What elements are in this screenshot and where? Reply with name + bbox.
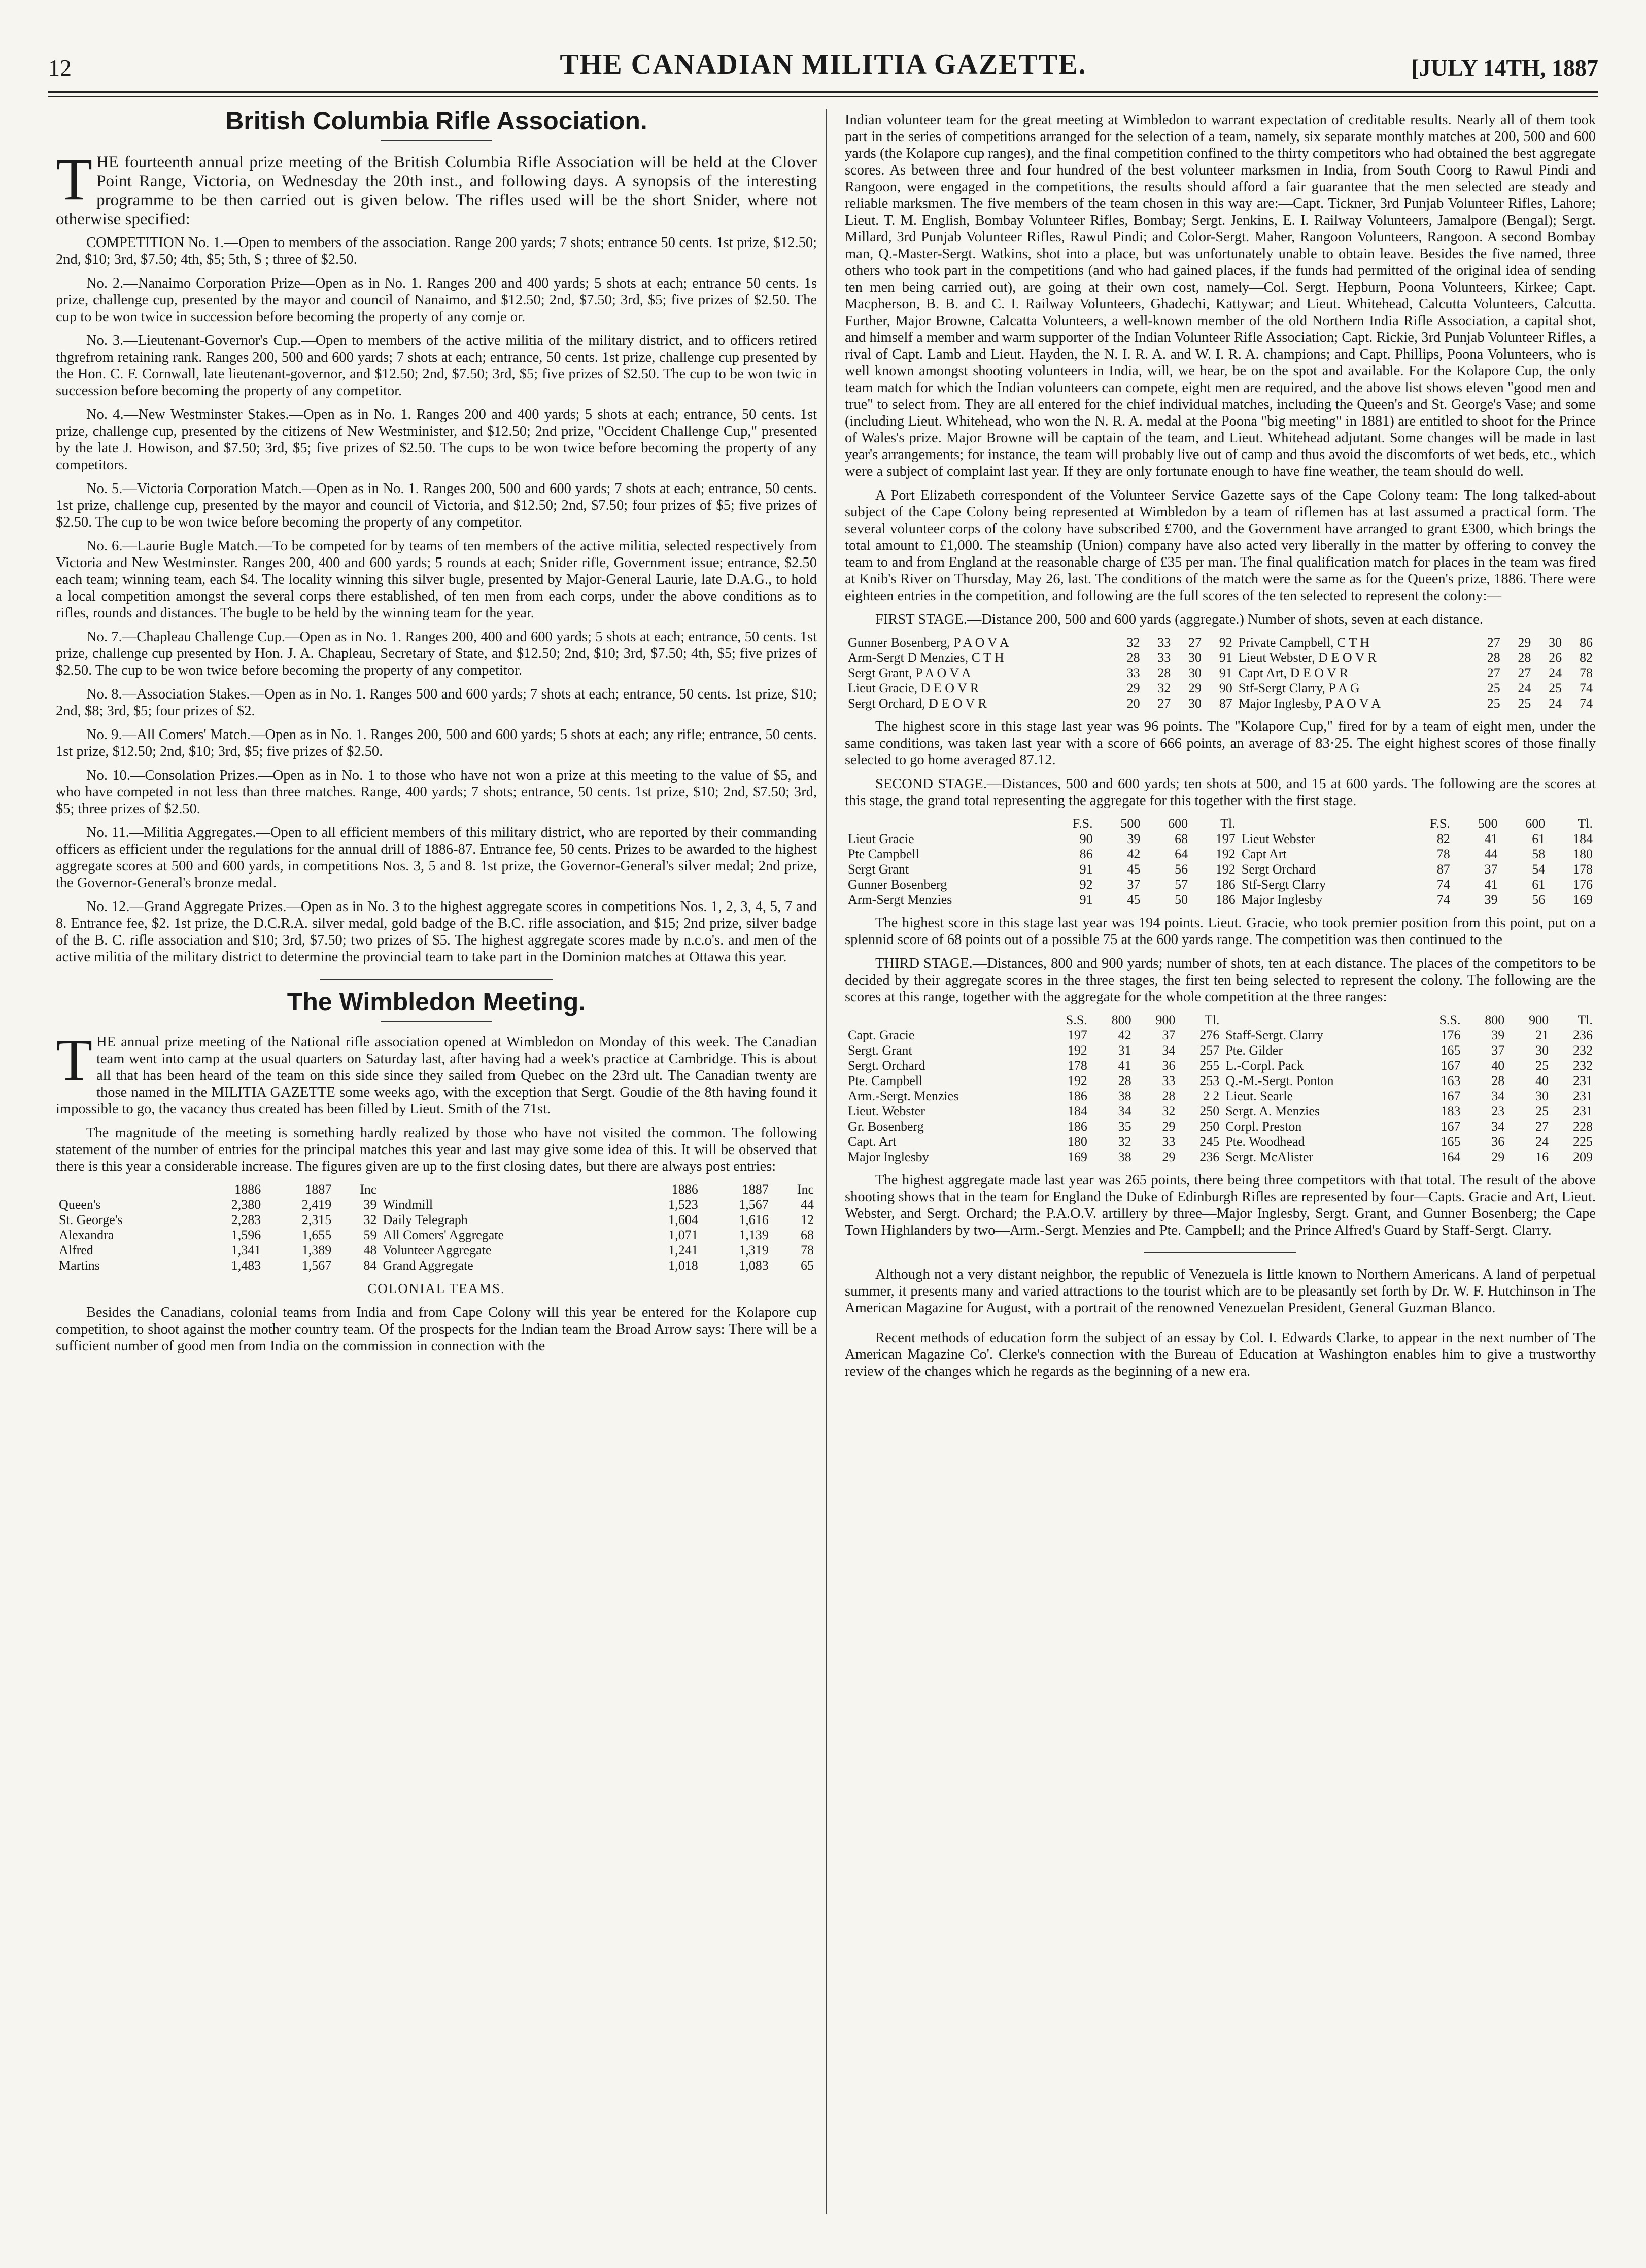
table-row: Capt. Gracie 197 42 37 276 Staff-Sergt. Clarry 176 39 21 236 xyxy=(848,1028,1593,1042)
table-row: Gunner Bosenberg 92 37 57 186 Stf-Sergt Clarry 74 41 61 176 xyxy=(848,877,1593,892)
table-row: Sergt Grant 91 45 56 192 Sergt Orchard 87 37 54 178 xyxy=(848,862,1593,877)
table-header-row: 1886 1887 Inc 1886 1887 Inc xyxy=(234,1182,814,1197)
stage1-table xyxy=(845,635,1596,711)
header-rule xyxy=(48,91,1598,93)
table-row: Gunner Bosenberg, P A O V A 32 33 27 92 Private Campbell, C T H 27 29 30 86 xyxy=(848,635,1593,650)
table-row: Arm.-Sergt. Menzies 186 38 28 2 2 Lieut. Searle 167 34 30 231 xyxy=(848,1089,1593,1103)
table-row: Sergt. Orchard 178 41 36 255 L.-Corpl. Pack 167 40 25 232 xyxy=(848,1058,1593,1073)
table-row: Sergt Grant, P A O V A 33 28 30 91 Capt Art, D E O V R 27 27 24 78 xyxy=(848,666,1593,680)
competition-item: No. 11.—Militia Aggregates.—Open to all efficient members of this military district, who are reported by their commanding officers as efficient under the regulations for the annual drill of 1886-87. Entrance fee, 50 cents. Prizes to be awarded to the highest aggregate scores at 500 and 600 yards, in competitions Nos. 3, 5 and 8. 1st prize, the Governor-General's silver medal; 2nd prize, the Governor-General's bronze medal. xyxy=(56,824,817,891)
table-row: Arm-Sergt D Menzies, C T H 28 33 30 91 Lieut Webster, D E O V R 28 28 26 82 xyxy=(848,650,1593,665)
entries-table xyxy=(56,1182,817,1273)
column-divider xyxy=(826,109,827,2214)
cape-colony-para: A Port Elizabeth correspondent of the Volunteer Service Gazette says of the Cape Colony team: The long talked-about subject of the Cape Colony being represented at Wimbledon by a team of riflemen has at last assumed a practical form. The several volunteer corps of the colony have subscribed £700, and the Government have arranged to grant £300, which brings the total amount to £1,000. The steamship (Union) company have also acted very liberally in the matter by offering to convey the team to and from England at the reasonable charge of £35 per man. The final qualification match for places in the team was fired at Knib's River on Thursday, May 26, last. The conditions of the match were the same as for the Queen's prize, 1886. There were eighteen entries in the competition, and following are the full scores of the ten selected to represent the colony:— xyxy=(845,487,1596,604)
competition-item: No. 7.—Chapleau Challenge Cup.—Open as in No. 1. Ranges 200, 400 and 600 yards; 5 shots at each; entrance, 50 cents. 1st prize, challenge cup presented by Hon. J. A. Chapleau, Secretary of State, and $12.50; 2nd, $10; 3rd, $7.50; 4th, $5; five prizes of $2.50. The cup to be won twice before becoming the property of any competitor. xyxy=(56,629,817,678)
stage2-table xyxy=(845,816,1596,908)
table-row: Sergt. Grant 192 31 34 257 Pte. Gilder 165 37 30 232 xyxy=(848,1043,1593,1058)
competition-item: COMPETITION No. 1.—Open to members of the association. Range 200 yards; 7 shots; entrance 50 cents. 1st prize, $12.50; 2nd, $10; 3rd, $7.50; 4th, $5; 5th, $ ; three of $2.50. xyxy=(56,234,817,267)
wimbledon-para: Besides the Canadians, colonial teams from India and from Cape Colony will this year be entered for the Kolapore cup competition, to shoot against the mother country team. Of the prospects for the Indian team the Broad Arrow says: There will be a sufficient number of good men from India on the commission in connection with the xyxy=(56,1305,817,1354)
table-row: Lieut. Webster 184 34 32 250 Sergt. A. Menzies 183 23 25 231 xyxy=(848,1104,1593,1119)
competition-item: No. 3.—Lieutenant-Governor's Cup.—Open to members of the active militia of the military district, and to officers retired thgrefrom retaining rank. Ranges 200, 500 and 600 yards; 7 shots at each; entrance, 50 cents. 1st prize, challenge cup presented by the Hon. C. F. Cornwall, late lieutenant-governor, and $12.50; 2nd, $7.50; 3rd, $5; five prizes of $2.50. The cup to be won twic in succession before becoming the property of any competitor. xyxy=(56,332,817,399)
table-row: Queen's 2,380 2,419 39 Windmill 1,523 1,567 44 xyxy=(59,1197,814,1212)
colonial-teams-heading: COLONIAL TEAMS. xyxy=(367,1281,505,1296)
header-rule-thin xyxy=(48,96,1598,97)
title-rule xyxy=(381,1021,492,1022)
table-row: Alfred 1,341 1,389 48 Volunteer Aggregate 1,241 1,319 78 xyxy=(59,1243,814,1258)
stage2-intro: SECOND STAGE.—Distances, 500 and 600 yards; ten shots at 500, and 15 at 600 yards. The following are the scores at this stage, the grand total representing the aggregate for this together with the first stage. xyxy=(845,776,1596,809)
table-row: Capt. Art 180 32 33 245 Pte. Woodhead 165 36 24 225 xyxy=(848,1134,1593,1149)
wimbledon-para: The magnitude of the meeting is something hardly realized by those who have not visited the common. The following statement of the number of entries for the principal matches this year and last may give some idea of this. It will be observed that there is this year a considerable increase. The figures given are up to the first closing dates, but there are always post entries: xyxy=(56,1125,817,1174)
table-row: Alexandra 1,596 1,655 59 All Comers' Aggregate 1,071 1,139 68 xyxy=(59,1228,814,1242)
section-rule xyxy=(320,979,553,980)
wimbledon-intro: THE annual prize meeting of the National rifle association opened at Wimbledon on Monday of this week. The Canadian team went into camp at the usual quarters on Saturday last, after having had a week's practice at Cambridge. This is about all that has been heard of the team on this side since they sailed from Quebec on the 23rd ult. The Canadian twenty are those named in the MILITIA GAZETTE some weeks ago, with the exception that Sergt. Goudie of the 8th having found it impossible to go, the vacancy thus created has been filled by Lieut. Smith of the 71st. xyxy=(56,1027,817,1117)
left-column xyxy=(56,107,817,1362)
table-row: Martins 1,483 1,567 84 Grand Aggregate 1,018 1,083 65 xyxy=(59,1258,814,1273)
table-row: St. George's 2,283 2,315 32 Daily Telegraph 1,604 1,616 12 xyxy=(59,1212,814,1227)
table-row: Gr. Bosenberg 186 35 29 250 Corpl. Preston 167 34 27 228 xyxy=(848,1119,1593,1134)
stage3-after: The highest aggregate made last year was 265 points, there being three competitors with that total. The result of the above shooting shows that in the team for England the Duke of Edinburgh Rifles are represented by four—Capts. Gracie and Art, Lieut. Webster, and Sergt. Orchard; the P.A.O.V. artillery by three—Major Inglesby, Sergt. Grant, and Gunner Bosenberg; the Cape Town Highlanders by two—Arm.-Sergt. Menzies and Pte. Campbell; and the Prince Alfred's Guard by Staff-Sergt. Clarry. xyxy=(845,1172,1596,1238)
indian-team-para: Indian volunteer team for the great meeting at Wimbledon to warrant expectation of creditable results. Nearly all of them took part in the series of competitions arranged for the selection of a team, namely, six separate monthly matches at 200, 500 and 600 yards (the Kolapore cup ranges), and the final competition confined to the thirty competitors who had obtained the best aggregate scores. As between three and four hundred of the best volunteer marksmen in India, from South Coorg to Rawul Pindi and Rangoon, were engaged in the competitions, the results should afford a fair guarantee that the men selected are steady and reliable marksmen. The five members of the team chosen in this way are:—Capt. Tickner, 3rd Punjab Volunteer Rifles, Lahore; Lieut. T. M. English, Bombay Volunteer Rifles, Bombay; Sergt. Jenkins, E. I. Railway Volunteers, Jamalpore (Bengal); Sergt. Millard, 3rd Punjab Volunteer Rifles, Rawul Pindi; and Color-Sergt. Maher, Rangoon Volunteers, Rangoon. A second Bombay man, Q.-Master-Sergt. Watkins, shot into a place, but was unfortunately unable to obtain leave. Besides the five named, three others who took part in the competitions (and who had gained places, if the funds had permitted of the original idea of sending ten men being carried out), are going at their own cost, namely—Col. Sergt. Hepburn, Poona Volunteers, Kirkee; Capt. Macpherson, B. B. and C. I. Railway Volunteers, Ghadechi, Kattywar; and Lieut. Whitehead, Calcutta Volunteers, Calcutta. Further, Major Browne, Calcatta Volunteers, a well-known member of the old Northern India Rifle Association, a capital shot, and himself a member and warm supporter of the Indian Volunteer Rifle Association; Capt. Rickie, 3rd Punjab Volunteer Rifles, a rival of Capt. Lamb and Lieut. Hayden, the N. I. R. A. and W. I. R. A. champions; and Capt. Phillips, Poona Volunteers, who is well known amongst shooting volunteers in India, will, we hear, be on the spot and available. For the Kolapore Cup, the only team match for which the Indian volunteers can compete, eight men are required, and the above list shows eleven "good men and true" to select from. They are all entered for the chief individual matches, including the Queen's and St. George's Vase; and some (including Lieut. Whitehead, who won the N. R. A. medal at the Poona "big meeting" in 1881) are entitled to shoot for the Prince of Wales's prize. Major Browne will be captain of the team, and Lieut. Whitehead adjutant. Some changes will be made in last year's arrangements; for instance, the team will probably live out of camp and thus avoid the discomforts of wet beds, etc., which were a subject of complaint last year. If they are only fortunate enough to have fine weather, the team should do well. xyxy=(845,112,1596,479)
table-header-row: S.S. 800 900 Tl. S.S. 800 900 Tl. xyxy=(1066,1013,1593,1027)
competition-item: No. 4.—New Westminster Stakes.—Open as in No. 1. Ranges 200 and 400 yards; 5 shots at each; entrance, 50 cents. 1st prize, challenge cup, presented by the citizens of New Westminister, and $12.50; 2nd prize, "Occident Challenge Cup," presented by the late J. Howison, and $7.50; 3rd, $5; five prizes of $2.50. The cups to be won twice before becoming the property of any competitors. xyxy=(56,406,817,473)
article-title-wimbledon: The Wimbledon Meeting. xyxy=(287,987,586,1016)
table-row: Sergt Orchard, D E O V R 20 27 30 87 Major Inglesby, P A O V A 25 25 24 74 xyxy=(848,696,1593,711)
table-row: Major Inglesby 169 38 29 236 Sergt. McAlister 164 29 16 209 xyxy=(848,1149,1593,1164)
stage1-after: The highest score in this stage last year was 96 points. The "Kolapore Cup," fired for by a team of eight men, under the same conditions, was taken last year with a score of 666 points, an average of 83·25. The eight highest scores of those finally selected to go home averaged 87.12. xyxy=(845,719,1596,768)
table-header-row: F.S. 500 600 Tl. F.S. 500 600 Tl. xyxy=(1072,816,1593,831)
competition-item: No. 9.—All Comers' Match.—Open as in No. 1. Ranges 200, 500 and 600 yards; 5 shots at each; any rifle; entrance, 50 cents. 1st prize, $12.50; 2nd, $10; 3rd, $5; five prizes of $2.50. xyxy=(56,726,817,759)
competition-item: No. 5.—Victoria Corporation Match.—Open as in No. 1. Ranges 200, 500 and 600 yards; 7 shots at each; entrance, 50 cents. 1st prize, challenge cup, presented by the mayor and council of Victoria, and $12.50; 2nd, $7.50; four prizes of $5; five prizes of $2.50. The cup to be won twice before becoming the property of any competitor. xyxy=(56,480,817,530)
table-row: Lieut Gracie 90 39 68 197 Lieut Webster 82 41 61 184 xyxy=(848,831,1593,846)
page-number: 12 xyxy=(48,55,72,81)
competition-item: No. 8.—Association Stakes.—Open as in No. 1. Ranges 500 and 600 yards; 7 shots at each; entrance, 50 cents. 1st prize, $10; 2nd, $8; 3rd, $5; four prizes of $2. xyxy=(56,686,817,719)
competition-item: No. 6.—Laurie Bugle Match.—To be competed for by teams of ten members of the active militia, selected respectively from Victoria and New Westminster. Ranges 200, 400 and 600 yards; 5 rounds at each; Snider rifle, Government issue; entrance, $2.50 each team; winning team, each $4. The locality winning this silver bugle, presented by Major-General Laurie, late D.A.G., to hold a local competition amongst the several corps there established, of ten men from each corps, under the above conditions as to rifles, rounds and distances. The bugle to be held by the winning team for the year. xyxy=(56,538,817,621)
drop-cap: T xyxy=(56,146,93,213)
bc-competitions xyxy=(56,234,817,965)
bc-intro: THE fourteenth annual prize meeting of the British Columbia Rifle Association will be held at the Clover Point Range, Victoria, on Wednesday the 20th inst., and following days. A synopsis of the interesting programme to be then carried out is given below. The rifles used will be the short Snider, where not otherwise specified: xyxy=(56,146,817,228)
stage3-intro: THIRD STAGE.—Distances, 800 and 900 yards; number of shots, ten at each distance. The places of the competitors to be decided by their aggregate scores in the three stages, the first ten being selected to represent the colony. The following are the scores at this range, together with the aggregate for the whole competition at the three ranges: xyxy=(845,956,1596,1005)
table-row: Lieut Gracie, D E O V R 29 32 29 90 Stf-Sergt Clarry, P A G 25 24 25 74 xyxy=(848,681,1593,695)
article-title-bc: British Columbia Rifle Association. xyxy=(225,107,647,135)
table-row: Pte. Campbell 192 28 33 253 Q.-M.-Sergt. Ponton 163 28 40 231 xyxy=(848,1073,1593,1088)
venezuela-para: Although not a very distant neighbor, the republic of Venezuela is little known to Northern Americans. A land of perpetual summer, it presents many and varied attractions to the tourist which are to be pleasantly set forth by Dr. W. F. Hutchinson in The American Magazine for August, with a portrait of the renowned Venezuelan President, General Guzman Blanco. xyxy=(845,1267,1596,1316)
wimbledon-body xyxy=(56,1027,817,1354)
stage3-table xyxy=(845,1013,1596,1165)
education-para: Recent methods of education form the subject of an essay by Col. I. Edwards Clarke, to appear in the next number of The American Magazine Co'. Clerke's connection with the Bureau of Education at Washington enables him to give a trustworthy review of the changes which he regards as the beginning of a new era. xyxy=(845,1330,1596,1379)
competition-item: No. 2.—Nanaimo Corporation Prize—Open as in No. 1. Ranges 200 and 400 yards; 5 shots at each; entrance 50 cents. 1s prize, challenge cup, presented by the mayor and council of Nanaimo, and $12.50; 2nd, $7.50; 3rd, $5; five prizes of $2.50. The cup to be won twice in succession before becoming the property of any comje or. xyxy=(56,275,817,325)
table-row: Arm-Sergt Menzies 91 45 50 186 Major Inglesby 74 39 56 169 xyxy=(848,892,1593,907)
title-rule xyxy=(381,140,492,141)
drop-cap: T xyxy=(56,1027,93,1093)
competition-item: No. 12.—Grand Aggregate Prizes.—Open as in No. 3 to the highest aggregate scores in competitions Nos. 1, 2, 3, 4, 5, 7 and 8. Entrance fee, $2. 1st prize, the D.C.R.A. silver medal, gold badge of the B.C. rifle association, and $15; 2nd prize, silver badge of the B. C. rifle association and $10; 3rd, $7.50; two prizes of $5. The highest aggregate scores made by n.c.o's. and men of the active militia of the military district to determine the provincial team to take part in the Dominion matches at Ottawa this year. xyxy=(56,898,817,965)
table-row: Pte Campbell 86 42 64 192 Capt Art 78 44 58 180 xyxy=(848,847,1593,861)
competition-item: No. 10.—Consolation Prizes.—Open as in No. 1 to those who have not won a prize at this meeting to the value of $5, and who have competed in not less than three matches. Range, 400 yards; 7 shots; entrance, 50 cents. 1st prize, $10; 2nd, $7.50; 3rd, $5; three prizes of $2.50. xyxy=(56,767,817,817)
issue-date: [JULY 14TH, 1887 xyxy=(1411,55,1598,81)
page-header xyxy=(48,48,1598,84)
stage2-after: The highest score in this stage last year was 194 points. Lieut. Gracie, who took premier position from this point, put on a splennid score of 68 points out of a possible 75 at the 600 yards range. The competition was then continued to the xyxy=(845,915,1596,948)
masthead: THE CANADIAN MILITIA GAZETTE. xyxy=(560,49,1087,80)
section-rule xyxy=(1144,1252,1296,1253)
stage1-intro: FIRST STAGE.—Distance 200, 500 and 600 yards (aggregate.) Number of shots, seven at each distance. xyxy=(875,612,1483,627)
right-column xyxy=(845,112,1596,1387)
